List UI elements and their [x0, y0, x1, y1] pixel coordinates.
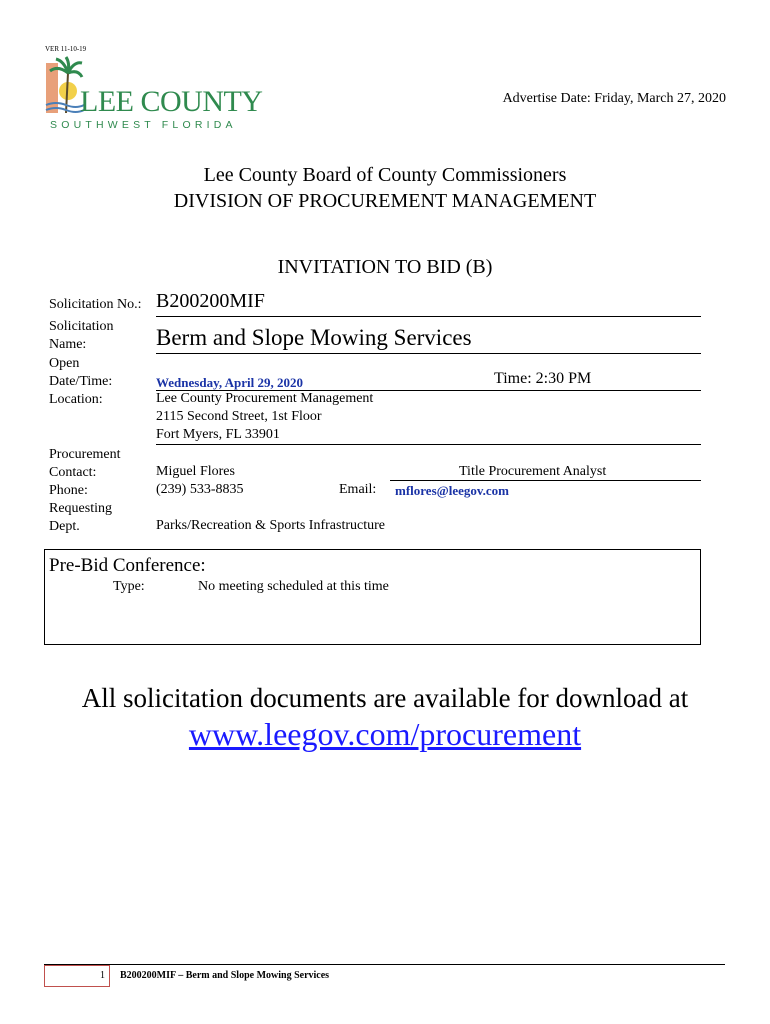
- solicitation-no: B200200MIF: [156, 290, 265, 312]
- phone-label: Phone:: [49, 483, 88, 498]
- contact-name: Miguel Flores: [156, 464, 235, 479]
- dept-label-1: Requesting: [49, 501, 112, 516]
- heading-invitation: INVITATION TO BID (B): [277, 256, 493, 278]
- location-line-3: Fort Myers, FL 33901: [156, 427, 280, 442]
- divider: [390, 480, 701, 481]
- contact-title: Title Procurement Analyst: [459, 464, 607, 479]
- page-number: 1: [100, 970, 105, 981]
- solicitation-no-label: Solicitation No.:: [49, 297, 142, 312]
- open-time: Time: 2:30 PM: [494, 370, 592, 387]
- divider: [156, 353, 701, 354]
- contact-label-2: Contact:: [49, 465, 97, 480]
- procurement-link[interactable]: www.leegov.com/procurement: [188, 716, 582, 752]
- dept-label-2: Dept.: [49, 519, 80, 534]
- logo-name: LEE COUNTY: [80, 85, 263, 118]
- palm-tree-icon: [44, 55, 84, 115]
- prebid-type-value: No meeting scheduled at this time: [198, 579, 389, 594]
- phone-number: (239) 533-8835: [156, 482, 244, 497]
- location-line-2: 2115 Second Street, 1st Floor: [156, 409, 322, 424]
- footer-title: B200200MIF – Berm and Slope Mowing Services: [120, 970, 330, 981]
- prebid-conference-box: [44, 549, 701, 645]
- logo-tagline: SOUTHWEST FLORIDA: [50, 119, 237, 131]
- requesting-dept: Parks/Recreation & Sports Infrastructure: [156, 518, 385, 533]
- open-date: Wednesday, April 29, 2020: [156, 375, 303, 390]
- divider: [156, 444, 701, 445]
- footer-divider: [44, 964, 725, 965]
- lee-county-logo: [44, 55, 263, 137]
- email-link[interactable]: mflores@leegov.com: [395, 483, 510, 498]
- heading-board: Lee County Board of County Commissioners: [203, 164, 567, 186]
- download-notice: All solicitation documents are available for download at: [81, 683, 689, 713]
- page-number-box: [44, 965, 110, 987]
- prebid-type-label: Type:: [113, 579, 145, 594]
- contact-label-1: Procurement: [49, 447, 121, 462]
- location-line-1: Lee County Procurement Management: [156, 391, 374, 406]
- divider: [156, 316, 701, 317]
- open-label-1: Open: [49, 356, 80, 371]
- solicitation-name-label-2: Name:: [49, 337, 87, 352]
- version-label: VER 11-10-19: [45, 45, 87, 53]
- email-label: Email:: [339, 482, 377, 497]
- advertise-date: Advertise Date: Friday, March 27, 2020: [502, 91, 726, 106]
- location-label: Location:: [49, 392, 103, 407]
- solicitation-name: Berm and Slope Mowing Services: [156, 325, 472, 350]
- open-label-2: Date/Time:: [49, 374, 113, 389]
- heading-division: DIVISION OF PROCUREMENT MANAGEMENT: [173, 190, 597, 212]
- solicitation-name-label-1: Solicitation: [49, 319, 114, 334]
- prebid-title: Pre-Bid Conference:: [49, 555, 206, 576]
